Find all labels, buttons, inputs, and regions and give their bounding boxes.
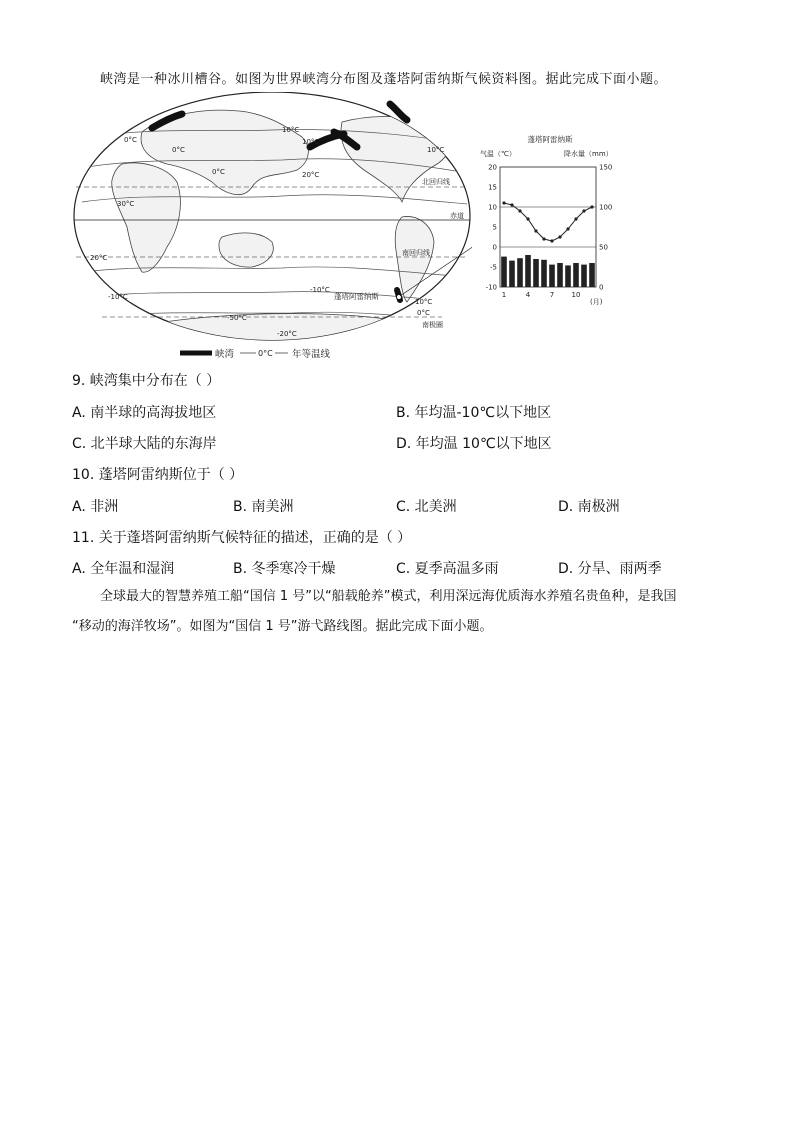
temperature-point xyxy=(542,237,545,240)
passage-guoxin xyxy=(72,582,722,642)
chart-x-unit: (月) xyxy=(590,298,603,306)
chart-left-tick-label: 0 xyxy=(492,243,497,252)
legend-fjord-label: 峡湾 xyxy=(215,349,235,360)
option-11a[interactable]: A. 全年温和湿润 xyxy=(72,561,175,577)
chart-left-tick-label: 5 xyxy=(492,223,497,232)
chart-right-tick-label: 100 xyxy=(599,203,613,212)
map-label: 10°C xyxy=(415,298,433,306)
question-9: 9. 峡湾集中分布在（ ） xyxy=(72,373,221,389)
option-11d[interactable]: D. 分旱、雨两季 xyxy=(558,561,662,577)
chart-ylabel-left: 气温（℃） xyxy=(480,150,516,158)
map-label: -10°C xyxy=(310,286,330,294)
chart-x-tick-label: 10 xyxy=(571,291,581,299)
temperature-point xyxy=(518,209,521,212)
chart-right-tick-label: 50 xyxy=(599,243,608,252)
map-label: 20°C xyxy=(90,254,108,262)
precip-bar xyxy=(509,261,515,287)
map-label: 0°C xyxy=(124,136,137,144)
precip-bar xyxy=(581,265,587,287)
option-11c[interactable]: C. 夏季高温多雨 xyxy=(396,561,499,577)
chart-right-tick-label: 150 xyxy=(599,163,613,172)
world-fjord-map xyxy=(72,92,472,362)
chart-left-tick-label: 10 xyxy=(488,203,497,212)
chart-left-tick-label: 15 xyxy=(488,183,497,192)
passage-line-1: 全球最大的智慧养殖工船“国信 1 号”以“船载舱养”模式，利用深远海优质海水养殖名贵鱼种，是我国 xyxy=(100,589,677,604)
climate-chart xyxy=(478,130,628,310)
option-9a[interactable]: A. 南半球的高海拔地区 xyxy=(72,405,217,421)
chart-x-tick-label: 7 xyxy=(549,291,555,299)
chart-left-tick-label: -10 xyxy=(485,283,497,292)
option-11b[interactable]: B. 冬季寒冷干燥 xyxy=(233,561,336,577)
option-9c[interactable]: C. 北半球大陆的东海岸 xyxy=(72,436,217,452)
map-label: 30°C xyxy=(117,200,135,208)
temperature-point xyxy=(558,235,561,238)
precip-bar xyxy=(573,263,579,287)
temperature-point xyxy=(574,217,577,220)
chart-ylabel-right: 降水量（mm） xyxy=(564,150,613,158)
temperature-point xyxy=(510,203,513,206)
precip-bar xyxy=(557,263,563,287)
temperature-point xyxy=(550,239,553,242)
map-label: 北回归线 xyxy=(422,178,450,186)
chart-x-tick-label: 4 xyxy=(525,291,531,299)
temperature-line xyxy=(504,203,592,241)
chart-title: 蓬塔阿雷纳斯 xyxy=(527,135,573,144)
question-11: 11. 关于蓬塔阿雷纳斯气候特征的描述，正确的是（ ） xyxy=(72,530,412,546)
map-label: 0°C xyxy=(172,146,185,154)
chart-x-tick-label: 1 xyxy=(501,291,507,299)
precip-bar xyxy=(525,255,531,287)
option-10a[interactable]: A. 非洲 xyxy=(72,499,119,515)
temperature-point xyxy=(534,229,537,232)
option-10c[interactable]: C. 北美洲 xyxy=(396,499,457,515)
precip-bar xyxy=(589,263,595,287)
temperature-point xyxy=(502,201,505,204)
question-10: 10. 蓬塔阿雷纳斯位于（ ） xyxy=(72,467,244,483)
temperature-point xyxy=(590,205,593,208)
map-city-label: 蓬塔阿雷纳斯 xyxy=(334,292,379,301)
map-label: 赤道 xyxy=(450,212,464,220)
passage-line-2: “移动的海洋牧场”。如图为“国信 1 号”游弋路线图。据此完成下面小题。 xyxy=(72,619,493,634)
chart-left-tick-label: 20 xyxy=(488,163,497,172)
intro-text: 峡湾是一种冰川槽谷。如图为世界峡湾分布图及蓬塔阿雷纳斯气候资料图。据此完成下面小题。 xyxy=(100,72,668,87)
precip-bar xyxy=(501,257,507,287)
chart-left-tick-label: -5 xyxy=(490,263,497,272)
option-10b[interactable]: B. 南美洲 xyxy=(233,499,294,515)
option-9b[interactable]: B. 年均温-10℃以下地区 xyxy=(396,405,552,421)
map-label: 10°C xyxy=(282,126,300,134)
precip-bar xyxy=(565,265,571,287)
map-label: 0°C xyxy=(417,309,430,317)
map-label: 10°C xyxy=(427,146,445,154)
temperature-point xyxy=(582,209,585,212)
option-10d[interactable]: D. 南极洲 xyxy=(558,499,620,515)
map-label: 0°C xyxy=(212,168,225,176)
map-label: -50°C xyxy=(227,314,247,322)
precip-bar xyxy=(541,260,547,287)
chart-right-tick-label: 0 xyxy=(599,283,604,292)
map-label: 20°C xyxy=(302,171,320,179)
precip-bar xyxy=(517,258,523,287)
map-label: -10°C xyxy=(108,293,128,301)
legend-isotherm-value: 0°C xyxy=(258,349,273,358)
map-label: -20°C xyxy=(277,330,297,338)
map-label: 10°C xyxy=(302,138,320,146)
temperature-point xyxy=(566,227,569,230)
option-9d[interactable]: D. 年均温 10℃以下地区 xyxy=(396,436,552,452)
legend-isotherm-label: 年等温线 xyxy=(292,349,331,360)
map-label: 南回归线 xyxy=(402,249,430,257)
temperature-point xyxy=(526,217,529,220)
precip-bar xyxy=(549,265,555,287)
precip-bar xyxy=(533,259,539,287)
map-label: 南极圈 xyxy=(422,321,443,329)
